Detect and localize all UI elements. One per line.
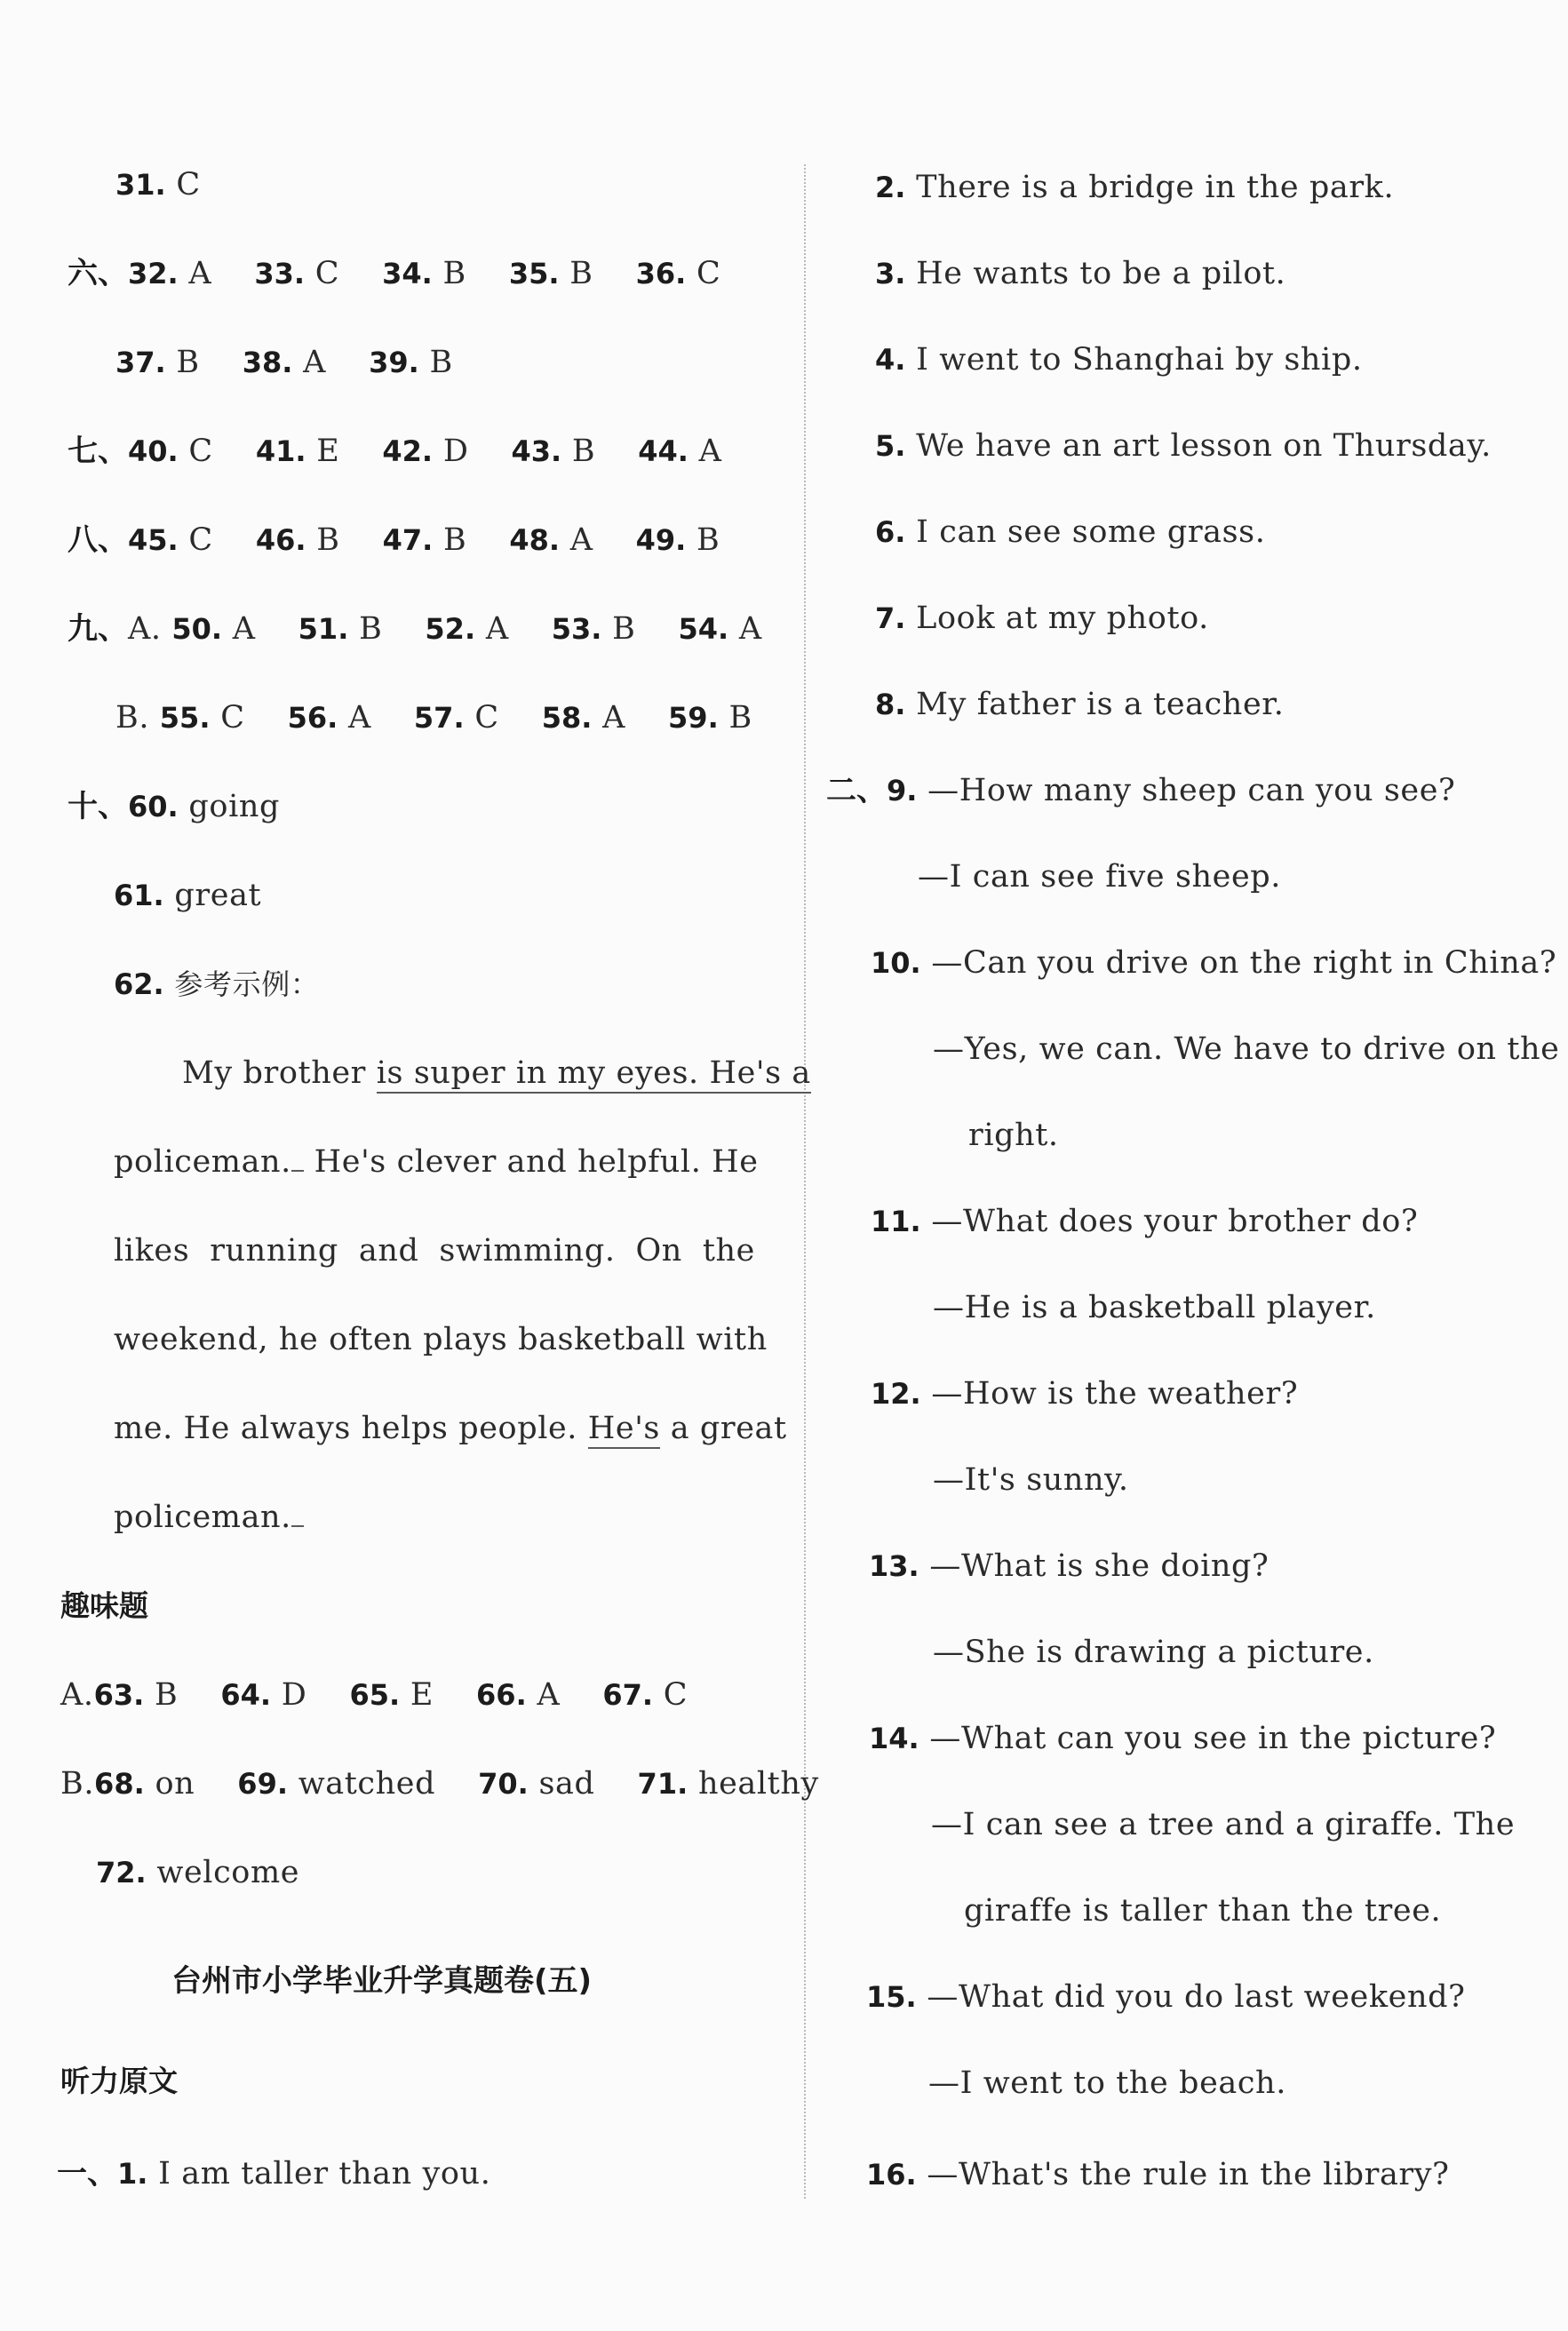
dialogue-16-question: 16. —What's the rule in the library? xyxy=(866,2157,1450,2192)
answer-row-section-7: 七、40. C 41. E 42. D 43. B 44. A xyxy=(68,434,722,469)
answer-row-section-6-continued: 37. B 38. A 39. B xyxy=(115,345,453,380)
fun-questions-title: 趣味题 xyxy=(60,1588,148,1623)
essay-line-5: me. He always helps people. He's a great xyxy=(114,1406,755,1451)
listening-line-1: 一、1. I am taller than you. xyxy=(57,2156,491,2192)
listening-line-8: 8. My father is a teacher. xyxy=(875,687,1285,722)
dialogue-9-answer: —I can see five sheep. xyxy=(918,859,1282,895)
column-divider xyxy=(804,164,806,2199)
answer-row-fun-a: A.63. B 64. D 65. E 66. A 67. C xyxy=(60,1677,688,1713)
dialogue-14-answer-1: —I can see a tree and a giraffe. The xyxy=(931,1807,1516,1842)
dialogue-12-answer: —It's sunny. xyxy=(933,1462,1129,1498)
dialogue-15-question: 15. —What did you do last weekend? xyxy=(866,1979,1466,2015)
dialogue-13-answer: —She is drawing a picture. xyxy=(933,1635,1374,1670)
answer-row-31: 31. C xyxy=(115,167,201,203)
answer-row-section-8: 八、45. C 46. B 47. B 48. A 49. B xyxy=(68,522,720,558)
essay-line-4: weekend, he often plays basketball with xyxy=(114,1322,768,1357)
listening-line-7: 7. Look at my photo. xyxy=(875,601,1209,636)
listening-line-5: 5. We have an art lesson on Thursday. xyxy=(875,428,1492,464)
answer-row-section-9a: 九、A. 50. A 51. B 52. A 53. B 54. A xyxy=(68,611,762,647)
answer-row-section-6: 六、32. A 33. C 34. B 35. B 36. C xyxy=(68,256,721,291)
answer-row-60: 十、60. going xyxy=(68,789,281,824)
essay-line-6: policeman. xyxy=(114,1495,304,1539)
dialogue-10-question: 10. —Can you drive on the right in China? xyxy=(871,945,1557,981)
essay-line-1: My brother is super in my eyes. He's a xyxy=(182,1051,755,1095)
listening-script-title: 听力原文 xyxy=(60,2064,178,2098)
dialogue-13-question: 13. —What is she doing? xyxy=(869,1548,1270,1584)
dialogue-10-answer-2: right. xyxy=(968,1118,1059,1153)
listening-line-4: 4. I went to Shanghai by ship. xyxy=(875,342,1363,378)
answer-row-fun-b: B.68. on 69. watched 70. sad 71. healthy xyxy=(60,1766,819,1802)
answer-row-section-9b: B. 55. C 56. A 57. C 58. A 59. B xyxy=(115,700,752,736)
dialogue-9-question: 二、9. —How many sheep can you see? xyxy=(826,773,1456,808)
exam-title: 台州市小学毕业升学真题卷(五) xyxy=(171,1963,593,1999)
listening-line-3: 3. He wants to be a pilot. xyxy=(875,256,1286,291)
answer-row-72: 72. welcome xyxy=(96,1855,300,1890)
dialogue-11-question: 11. —What does your brother do? xyxy=(871,1204,1419,1239)
dialogue-14-question: 14. —What can you see in the picture? xyxy=(869,1721,1497,1756)
answer-row-62: 62. 参考示例： xyxy=(114,967,320,1001)
listening-line-6: 6. I can see some grass. xyxy=(875,514,1266,550)
dialogue-12-question: 12. —How is the weather? xyxy=(871,1376,1299,1412)
dialogue-15-answer: —I went to the beach. xyxy=(928,2065,1286,2101)
dialogue-10-answer-1: —Yes, we can. We have to drive on the xyxy=(933,1031,1560,1067)
essay-line-3: likes running and swimming. On the xyxy=(114,1233,755,1269)
essay-line-2: policeman. He's clever and helpful. He xyxy=(114,1144,759,1180)
listening-line-2: 2. There is a bridge in the park. xyxy=(875,170,1395,205)
answer-row-61: 61. great xyxy=(114,878,262,913)
dialogue-11-answer: —He is a basketball player. xyxy=(933,1290,1376,1325)
dialogue-14-answer-2: giraffe is taller than the tree. xyxy=(964,1893,1442,1929)
